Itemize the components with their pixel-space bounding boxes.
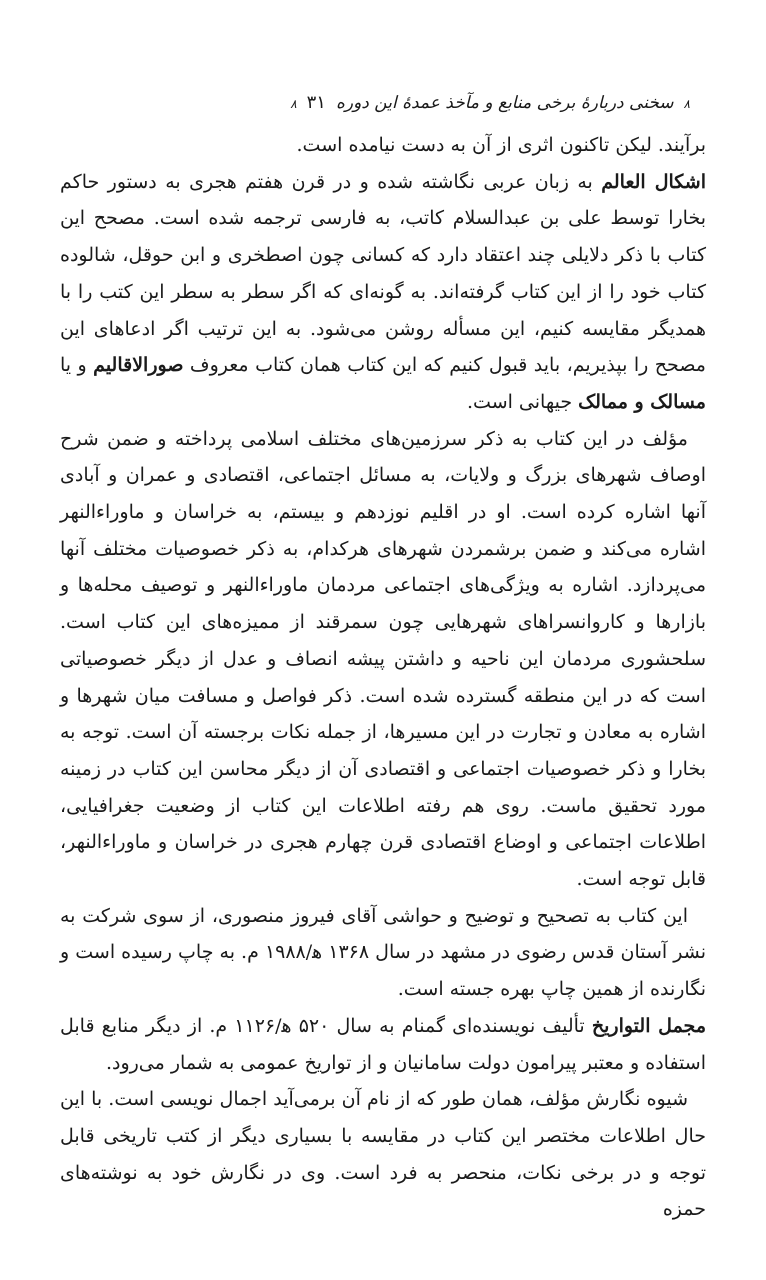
header-title: سخنی دربارهٔ برخی منابع و مآخذ عمدهٔ این دوره	[335, 93, 674, 113]
paragraph-text: برآیند. لیکن تاکنون اثری از آن به دست نیامده است.	[296, 134, 706, 156]
book-title-term: مسالک و ممالک	[578, 390, 706, 413]
paragraph-ashkal-al-alam	[60, 164, 706, 421]
paragraph-text: جیهانی است.	[467, 390, 579, 413]
paragraph-text: مؤلف در این کتاب به ذکر سرزمین‌های مختلف اسلامی پرداخته و ضمن شرح اوصاف شهرهای بزرگ و ولایات، به مسائل اجتماعی، اقتصادی و عمران و آبادی آنها اشاره کرده است. او در اقلیم نوزدهم و بیستم، به خراسان و ماوراءالنهر اشاره می‌کند و ضمن برشمردن شهرهای هرکدام، به ذکر خصوصیات مختلف آنها می‌پردازد. اشاره به ویژگی‌های اجتماعی مردمان ماوراءالنهر و توصیف محله‌ها و بازارها و کاروانسراهای شهرهایی چون سمرقند از ممیزه‌های این کتاب است. سلحشوری مردمان این ناحیه و داشتن پیشه انصاف و عدل از دیگر خصوصیاتی است که در این منطقه گسترده شده است. ذکر فواصل و مسافت میان شهرها و اشاره به معادن و تجارت در این مسیرها، از جمله نکات برجسته آن است. توجه به بخارا و ذکر خصوصیات اجتماعی و اقتصادی آن از دیگر محاسن این کتاب در زمینه مورد تحقیق ماست. روی هم رفته اطلاعات این کتاب از وضعیت جغرافیایی، اطلاعات اجتماعی و اوضاع اقتصادی قرن چهارم هجری در خراسان و ماوراءالنهر، قابل توجه است.	[60, 427, 706, 891]
paragraph-text: این کتاب به تصحیح و توضیح و حواشی آقای فیروز منصوری، از سوی شرکت به نشر آستان قدس رضوی در مشهد در سال ۱۳۶۸ ه‍/۱۹۸۸ م. به چاپ رسیده است و نگارنده از همین چاپ بهره جسته است.	[60, 904, 706, 1001]
paragraph-text: و یا	[60, 354, 94, 377]
paragraph-mujmal-al-tawarikh	[60, 1008, 706, 1081]
paragraph-edition-info	[60, 898, 706, 1008]
page-number: ۳۱	[306, 92, 326, 113]
book-title-term: اشکال العالم	[601, 170, 706, 193]
paragraph-text: به زبان عربی نگاشته شده و در قرن هفتم هجری به دستور حاکم بخارا توسط علی بن عبدالسلام کاتب، به فارسی ترجمه شده است. مصحح این کتاب با ذکر دلایلی چند اعتقاد دارد که کسانی چون اصطخری و ابن حوقل، شالوده کتاب خود را از این کتاب گرفته‌اند. به گونه‌ای که اگر سطر به سطر این کتب را با همدیگر مقایسه کنیم، این مسأله روشن می‌شود. به این ترتیب اگر ادعاهای این مصحح را بپذیریم، باید قبول کنیم که این کتاب همان کتاب معروف	[60, 170, 706, 377]
book-title-term: صورالاقالیم	[93, 354, 184, 377]
book-page	[60, 92, 706, 1228]
book-title-term: مجمل التواریخ	[591, 1014, 706, 1037]
paragraph-text: تألیف نویسنده‌ای گمنام به سال ۵۲۰ ه‍/۱۱۲۶ م. از دیگر منابع قابل استفاده و معتبر پیرامون دولت سامانیان و از تواریخ عمومی به شمار می‌رود.	[60, 1014, 706, 1074]
header-ornament-right: ۸	[683, 97, 690, 111]
paragraph-author-description	[60, 421, 706, 898]
header-ornament-left: ۸	[290, 97, 297, 111]
paragraph-text: شیوه نگارش مؤلف، همان طور که از نام آن برمی‌آید اجمال نویسی است. با این حال اطلاعات مختصر این کتاب در مقایسه با بسیاری دیگر از کتب تاریخی قابل توجه و در برخی نکات، منحصر به فرد است. وی در نگارش خود به نوشته‌های حمزه	[60, 1088, 706, 1221]
paragraph-continuation	[60, 127, 706, 164]
paragraph-writing-style	[60, 1081, 706, 1228]
running-header	[60, 92, 706, 113]
